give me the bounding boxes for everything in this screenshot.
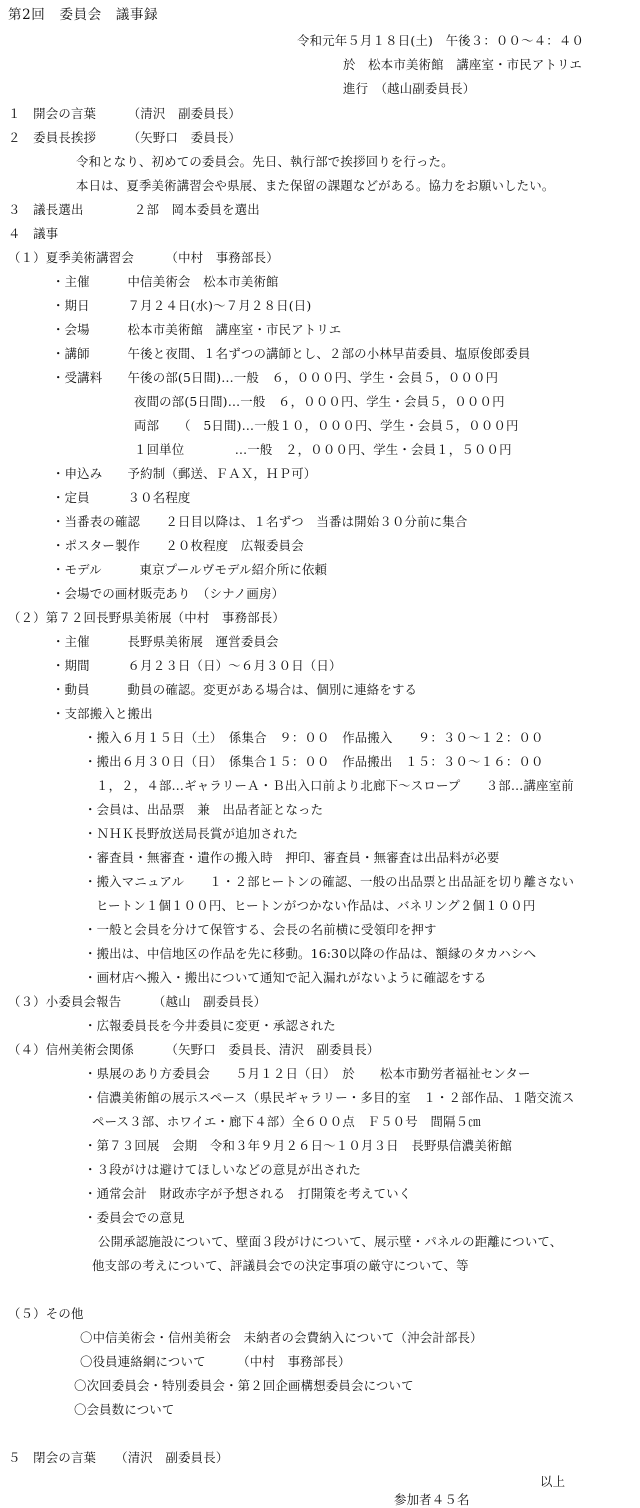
exhibition-transport-line: ・搬入マニュアル １・２部ヒートンの確認、一般の出品票と出品証を切り離さない bbox=[84, 874, 575, 889]
workshop-detail-line: ・定員 ３０名程度 bbox=[52, 490, 191, 505]
shinshu-detail-line: ・信濃美術館の展示スペース（県民ギャラリー・多目的室 １・２部作品、１階交流ス bbox=[84, 1090, 575, 1105]
workshop-detail-line: ・主催 中信美術会 松本市美術館 bbox=[52, 274, 279, 289]
item-agenda: ４ 議事 bbox=[8, 226, 59, 241]
item-chair-election: ３ 議長選出 ２部 岡本委員を選出 bbox=[8, 202, 260, 217]
item-chair-greeting: ２ 委員長挨拶 （矢野口 委員長） bbox=[8, 130, 242, 145]
exhibition-transport-line: ・搬入６月１５日（土） 係集合 ９：００ 作品搬入 ９：３０～１２：００ bbox=[84, 730, 544, 745]
exhibition-transport-line: ・一般と会員を分けて保管する、会長の名前横に受領印を押す bbox=[84, 922, 437, 937]
exhibition-transport-line: ・会員は、出品票 兼 出品者証となった bbox=[84, 802, 324, 817]
section-prefectural-exhibition: （２）第７２回長野県美術展（中村 事務部長） bbox=[8, 610, 285, 625]
workshop-detail-line: ・期日 ７月２４日(水)～７月２８日(日) bbox=[52, 298, 312, 313]
closing-ijou: 以上 bbox=[540, 1474, 566, 1489]
subcommittee-detail-line: ・広報委員長を今井委員に変更・承認された bbox=[84, 1018, 336, 1033]
shinshu-detail-line: ・通常会計 財政赤字が予想される 打開策を考えていく bbox=[84, 1186, 412, 1201]
shinshu-opinion-line: 他支部の考えについて、評議員会での決定事項の厳守について、等 bbox=[92, 1258, 469, 1273]
exhibition-detail-line: ・動員 動員の確認。変更がある場合は、個別に連絡をする bbox=[52, 682, 418, 697]
exhibition-transport-line: ・ＮＨＫ長野放送局長賞が追加された bbox=[84, 826, 299, 841]
section-summer-workshop: （１）夏季美術講習会 （中村 事務部長） bbox=[8, 250, 279, 265]
other-topic-line: 〇中信美術会・信州美術会 未納者の会費納入について（沖会計部長） bbox=[80, 1330, 483, 1345]
meeting-facilitator: 進行 （越山副委員長） bbox=[343, 81, 476, 96]
workshop-detail-line: ・申込み 予約制（郵送、ＦＡＸ，ＨＰ可） bbox=[52, 466, 317, 481]
exhibition-detail-line: ・期間 ６月２３日（日）～６月３０日（日） bbox=[52, 658, 342, 673]
exhibition-detail-line: ・主催 長野県美術展 運営委員会 bbox=[52, 634, 279, 649]
workshop-fee-line: 夜間の部(5日間)…一般 ６，０００円、学生・会員５，０００円 bbox=[134, 394, 505, 409]
attendee-count: 参加者４５名 bbox=[394, 1492, 470, 1507]
exhibition-transport-line: ・画材店へ搬入・搬出について通知で記入漏れがないように確認をする bbox=[84, 970, 487, 985]
workshop-detail-line: ・当番表の確認 ２日目以降は、１名ずつ 当番は開始３０分前に集合 bbox=[52, 514, 468, 529]
workshop-fee-line: １回単位 …一般 ２，０００円、学生・会員１，５００円 bbox=[134, 442, 512, 457]
shinshu-opinion-line: 公開承認施設について、壁面３段がけについて、展示壁・パネルの距離について、 bbox=[98, 1234, 563, 1249]
shinshu-detail-line: ・県展のあり方委員会 ５月１２日（日） 於 松本市勤労者福祉センター bbox=[84, 1066, 531, 1081]
exhibition-detail-line: ・支部搬入と搬出 bbox=[52, 706, 153, 721]
workshop-fee-line: ・受講料 午後の部(5日間)…一般 ６，０００円、学生・会員５，０００円 bbox=[52, 370, 499, 385]
exhibition-transport-line: ヒートン１個１００円、ヒートンがつかない作品は、バネリング２個１００円 bbox=[96, 898, 536, 913]
exhibition-transport-line: ・搬出６月３０日（日） 係集合１５：００ 作品搬出 １５：３０～１６：００ bbox=[84, 754, 544, 769]
exhibition-transport-line: １，２，４部…ギャラリーＡ・Ｂ出入口前より北廊下～スロープ ３部…講座室前 bbox=[96, 778, 574, 793]
section-shinshu-art-association: （４）信州美術会関係 （矢野口 委員長、清沢 副委員長） bbox=[8, 1042, 380, 1057]
workshop-detail-line: ・講師 午後と夜間、１名ずつの講師とし、２部の小林早苗委員、塩原俊郎委員 bbox=[52, 346, 531, 361]
meeting-date-time: 令和元年５月１８日(土) 午後３：００～４：４０ bbox=[297, 33, 585, 48]
shinshu-detail-line: ペース３部、ホワイエ・廊下４部）全６００点 Ｆ５０号 間隔５㎝ bbox=[92, 1114, 481, 1129]
item-opening-remarks: １ 開会の言葉 （清沢 副委員長） bbox=[8, 106, 242, 121]
meeting-venue: 於 松本市美術館 講座室・市民アトリエ bbox=[343, 57, 582, 72]
shinshu-detail-line: ・第７３回展 会期 令和３年９月２６日～１０月３日 長野県信濃美術館 bbox=[84, 1138, 513, 1153]
workshop-detail-line: ・ポスター製作 ２０枚程度 広報委員会 bbox=[52, 538, 304, 553]
workshop-fee-line: 両部 （ 5日間)…一般１０，０００円、学生・会員５，０００円 bbox=[134, 418, 519, 433]
document-title: 第2回 委員会 議事録 bbox=[8, 7, 159, 23]
shinshu-detail-line: ・３段がけは避けてほしいなどの意見が出された bbox=[84, 1162, 361, 1177]
workshop-detail-line: ・会場 松本市美術館 講座室・市民アトリエ bbox=[52, 322, 342, 337]
other-topic-line: 〇次回委員会・特別委員会・第２回企画構想委員会について bbox=[74, 1378, 414, 1393]
greeting-text-line: 本日は、夏季美術講習会や県展、また保留の課題などがある。協力をお願いしたい。 bbox=[76, 178, 555, 193]
other-topic-line: 〇役員連絡網について （中村 事務部長） bbox=[80, 1354, 351, 1369]
workshop-detail-line: ・会場での画材販売あり （シナノ画房） bbox=[52, 586, 285, 601]
exhibition-transport-line: ・搬出は、中信地区の作品を先に移動。16:30以降の作品は、額縁のタカハシへ bbox=[84, 946, 537, 961]
other-topic-line: 〇会員数について bbox=[74, 1402, 175, 1417]
workshop-detail-line: ・モデル 東京プールヴモデル紹介所に依頼 bbox=[52, 562, 328, 577]
greeting-text-line: 令和となり、初めての委員会。先日、執行部で挨拶回りを行った。 bbox=[76, 154, 454, 169]
shinshu-detail-line: ・委員会での意見 bbox=[84, 1210, 185, 1225]
item-closing-remarks: ５ 閉会の言葉 （清沢 副委員長） bbox=[8, 1450, 229, 1465]
section-other: （５）その他 bbox=[8, 1306, 84, 1321]
exhibition-transport-line: ・審査員・無審査・遺作の搬入時 押印、審査員・無審査は出品料が必要 bbox=[84, 850, 500, 865]
section-subcommittee-report: （３）小委員会報告 （越山 副委員長） bbox=[8, 994, 267, 1009]
